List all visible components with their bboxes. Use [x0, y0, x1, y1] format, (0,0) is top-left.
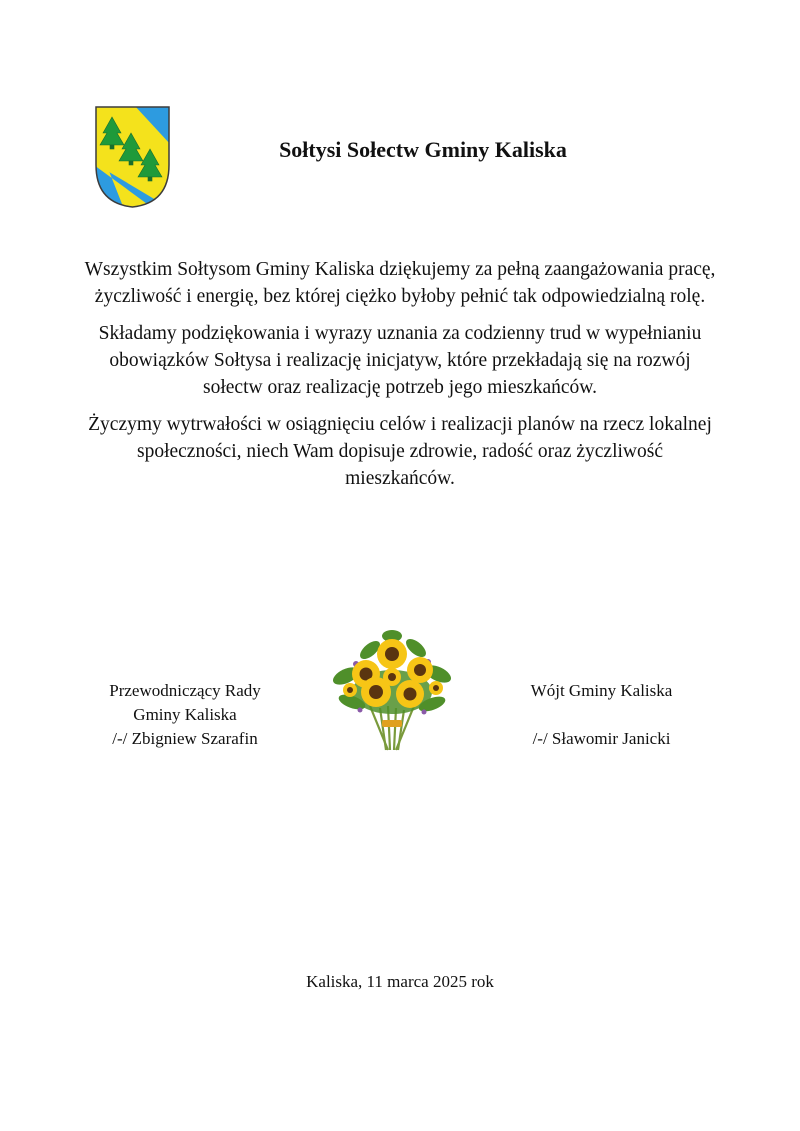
- signature-name: /-/ Zbigniew Szarafin: [112, 729, 258, 748]
- letter-body: [80, 256, 720, 502]
- sunflower-bouquet-icon: [330, 622, 454, 752]
- paragraph-recognition: Składamy podziękowania i wyrazy uznania za codzienny trud w wypełnianiu obowiązków Sołtysa i realizację inicjatyw, które przekładają się na rozwój sołectw oraz realizację potrzeb jego mieszkańców.: [98, 323, 702, 398]
- paragraph-thanks: Wszystkim Sołtysom Gminy Kaliska dziękujemy za pełną zaangażowania pracę, życzliwość i energię, bez której ciężko byłoby pełnić tak odpowiedzialną rolę.: [84, 259, 716, 307]
- document-date: Kaliska, 11 marca 2025 rok: [306, 972, 494, 991]
- signature-role: Wójt Gminy Kaliska: [530, 681, 673, 700]
- page-title: Sołtysi Sołectw Gminy Kaliska: [279, 137, 567, 162]
- signature-name: /-/ Sławomir Janicki: [532, 729, 671, 748]
- signature-council-chair: [84, 679, 286, 751]
- signature-mayor: [500, 679, 703, 751]
- paragraph-wishes: Życzymy wytrwałości w osiągnięciu celów i realizacji planów na rzecz lokalnej społeczności, niech Wam dopisuje zdrowie, radość oraz życzliwość mieszkańców.: [88, 414, 712, 489]
- coat-of-arms-icon: [94, 105, 171, 209]
- signature-role-line2: Gminy Kaliska: [133, 705, 237, 724]
- signature-role-line1: Przewodniczący Rady: [109, 681, 261, 700]
